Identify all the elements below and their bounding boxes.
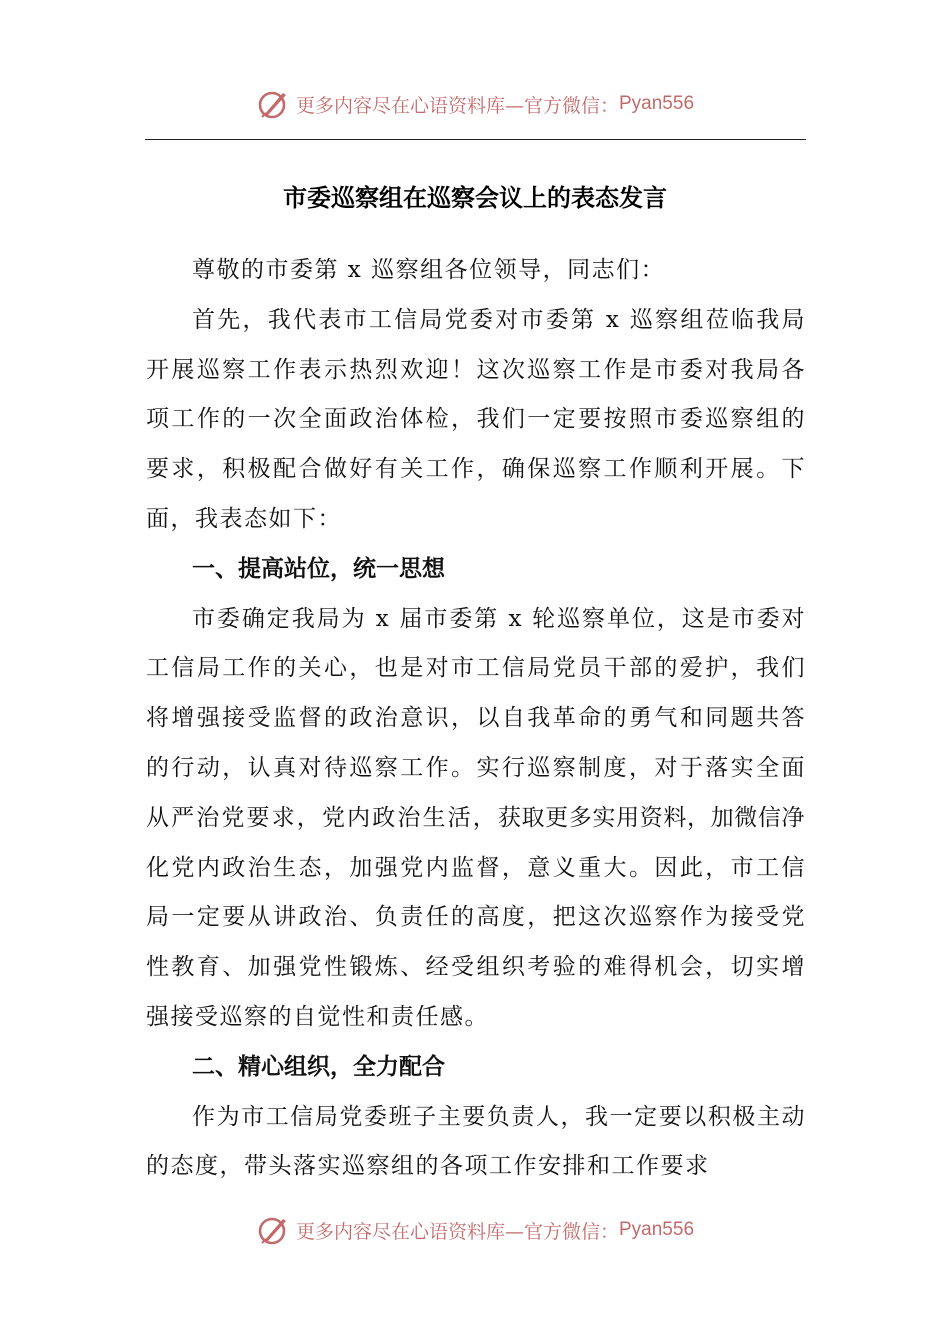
header-rule xyxy=(145,139,806,140)
section-1-heading: 一、提高站位，统一思想 xyxy=(192,555,445,582)
quill-pen-circle-icon xyxy=(256,1213,290,1247)
section-1-paragraph xyxy=(146,595,806,1043)
document-body xyxy=(146,246,806,1192)
banner-wechat-id: Pyan556 xyxy=(619,93,695,114)
header-watermark-banner xyxy=(0,84,950,124)
footer-watermark-banner xyxy=(0,1210,950,1250)
inline-ad-text: 获取更多实用资料，加微信 xyxy=(497,804,782,831)
banner-text: 更多内容尽在心语资料库—官方微信： xyxy=(295,94,619,117)
section-2-heading: 二、精心组织，全力配合 xyxy=(192,1053,445,1080)
section-2-paragraph: 作为市工信局党委班子主要负责人，我一定要以积极主动的态度，带头落实巡察组的各项工作安排和工作要求 xyxy=(146,1103,806,1180)
quill-pen-circle-icon xyxy=(256,87,290,121)
salutation: 尊敬的市委第 x 巡察组各位领导，同志们： xyxy=(192,257,666,283)
banner-wechat-id: Pyan556 xyxy=(619,1219,695,1240)
document-title: 市委巡察组在巡察会议上的表态发言 xyxy=(283,183,667,212)
banner-text: 更多内容尽在心语资料库—官方微信： xyxy=(295,1220,619,1243)
section-1-text-a: 市委确定我局为 x 届市委第 x 轮巡察单位，这是市委对工信局工作的关心，也是对市工信局党员干部的爱护，我们将增强接受监督的政治意识，以自我革命的勇气和同题共答的行动，认真对待巡察工作。实行巡察制度，对于落实全面从严治党要求，党内政治生活， xyxy=(146,605,806,831)
section-1-text-b: 净化党内政治生态，加强党内监督，意义重大。因此，市工信局一定要从讲政治、负责任的高度，把这次巡察作为接受党性教育、加强党性锻炼、经受组织考验的难得机会，切实增强接受巡察的自觉性和责任感。 xyxy=(146,804,807,1030)
intro-paragraph: 首先，我代表市工信局党委对市委第 x 巡察组莅临我局开展巡察工作表示热烈欢迎！这次巡察工作是市委对我局各项工作的一次全面政治体检，我们一定要按照市委巡察组的要求，积极配合做好有关工作，确保巡察工作顺利开展。下面，我表态如下： xyxy=(146,306,806,532)
